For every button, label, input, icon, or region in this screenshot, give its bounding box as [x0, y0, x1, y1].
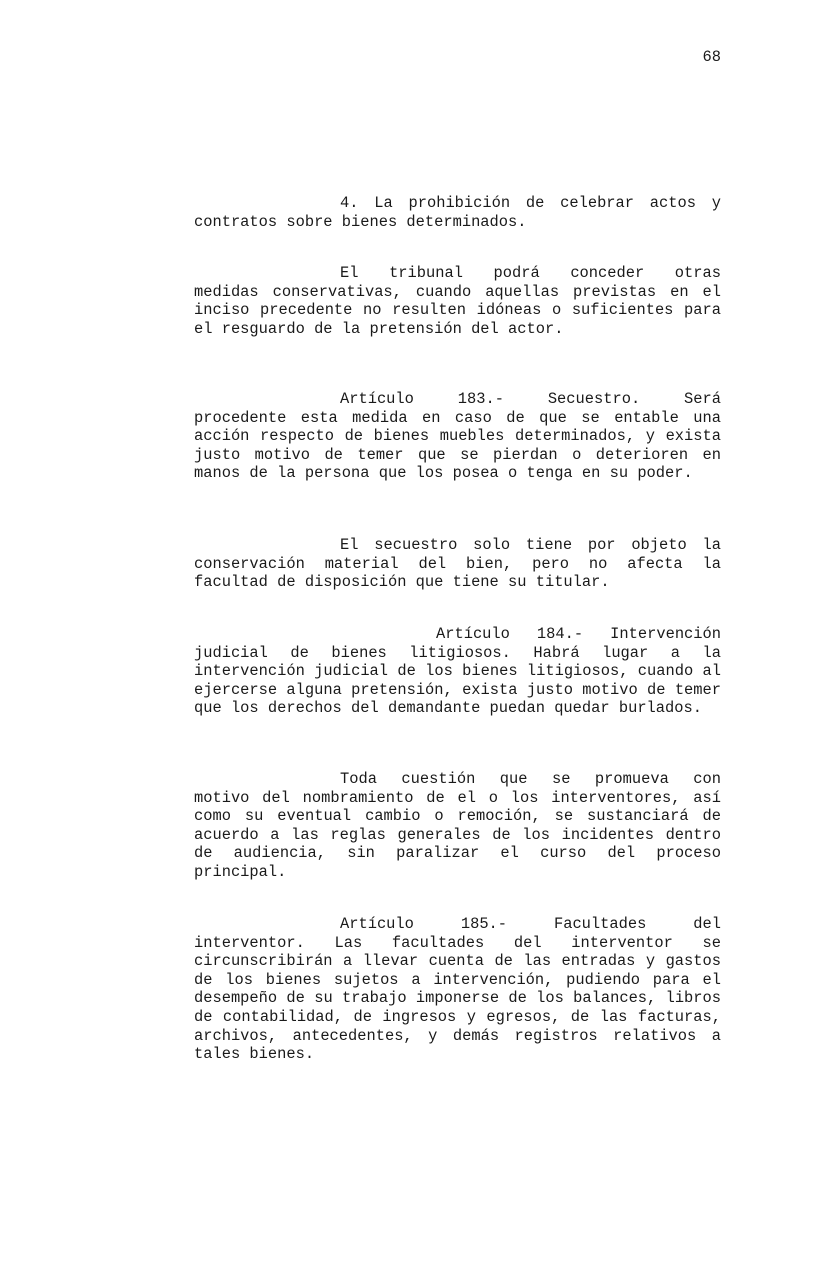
paragraph-toda-cuestion — [194, 770, 721, 882]
paragraph-first-line: El tribunal podrá conceder otras — [340, 264, 721, 282]
paragraph-body: judicial de bienes litigiosos. Habrá lugar a la intervención judicial de los bienes litigiosos, cuando al ejercerse alguna pretensión, exista justo motivo de temer que los derechos del demandante puedan quedar burlados. — [194, 643, 721, 718]
paragraph-first-line: Toda cuestión que se promueva con — [340, 770, 721, 788]
paragraph-other-measures — [194, 264, 721, 338]
page-number: 68 — [702, 48, 721, 66]
paragraph-body: procedente esta medida en caso de que se entable una acción respecto de bienes muebles determinados, y exista justo motivo de temer que se pierdan o deterioren en manos de la persona que los posea o tenga en su poder. — [194, 408, 721, 483]
paragraph-body: conservación material del bien, pero no afecta la facultad de disposición que tiene su titular. — [194, 554, 721, 592]
paragraph-first-line: El secuestro solo tiene por objeto la — [340, 536, 721, 554]
paragraph-body: medidas conservativas, cuando aquellas previstas en el inciso precedente no resulten idóneas o suficientes para el resguardo de la pretensión del actor. — [194, 282, 721, 338]
paragraph-article-183 — [194, 390, 721, 483]
paragraph-body: interventor. Las facultades del interventor se circunscribirán a llevar cuenta de las entradas y gastos de los bienes sujetos a intervención, pudiendo para el desempeño de su trabajo imponerse de los balances, libros de contabilidad, de ingresos y egresos, de las facturas, archivos, antecedentes, y demás registros relativos a tales bienes. — [194, 933, 721, 1064]
paragraph-body: motivo del nombramiento de el o los interventores, así como su eventual cambio o remoción, se sustanciará de acuerdo a las reglas generales de los incidentes dentro de audiencia, sin paralizar el curso del proceso principal. — [194, 788, 721, 881]
paragraph-first-line: 4. La prohibición de celebrar actos y — [340, 194, 721, 212]
paragraph-secuestro — [194, 536, 721, 592]
paragraph-body: contratos sobre bienes determinados. — [194, 212, 527, 231]
paragraph-first-line: Artículo 184.- Intervención — [436, 625, 721, 643]
paragraph-first-line: Artículo 183.- Secuestro. Será — [340, 390, 721, 408]
paragraph-article-184 — [194, 625, 721, 718]
paragraph-item-4 — [194, 194, 721, 231]
paragraph-article-185 — [194, 915, 721, 1064]
paragraph-first-line: Artículo 185.- Facultades del — [340, 915, 721, 933]
